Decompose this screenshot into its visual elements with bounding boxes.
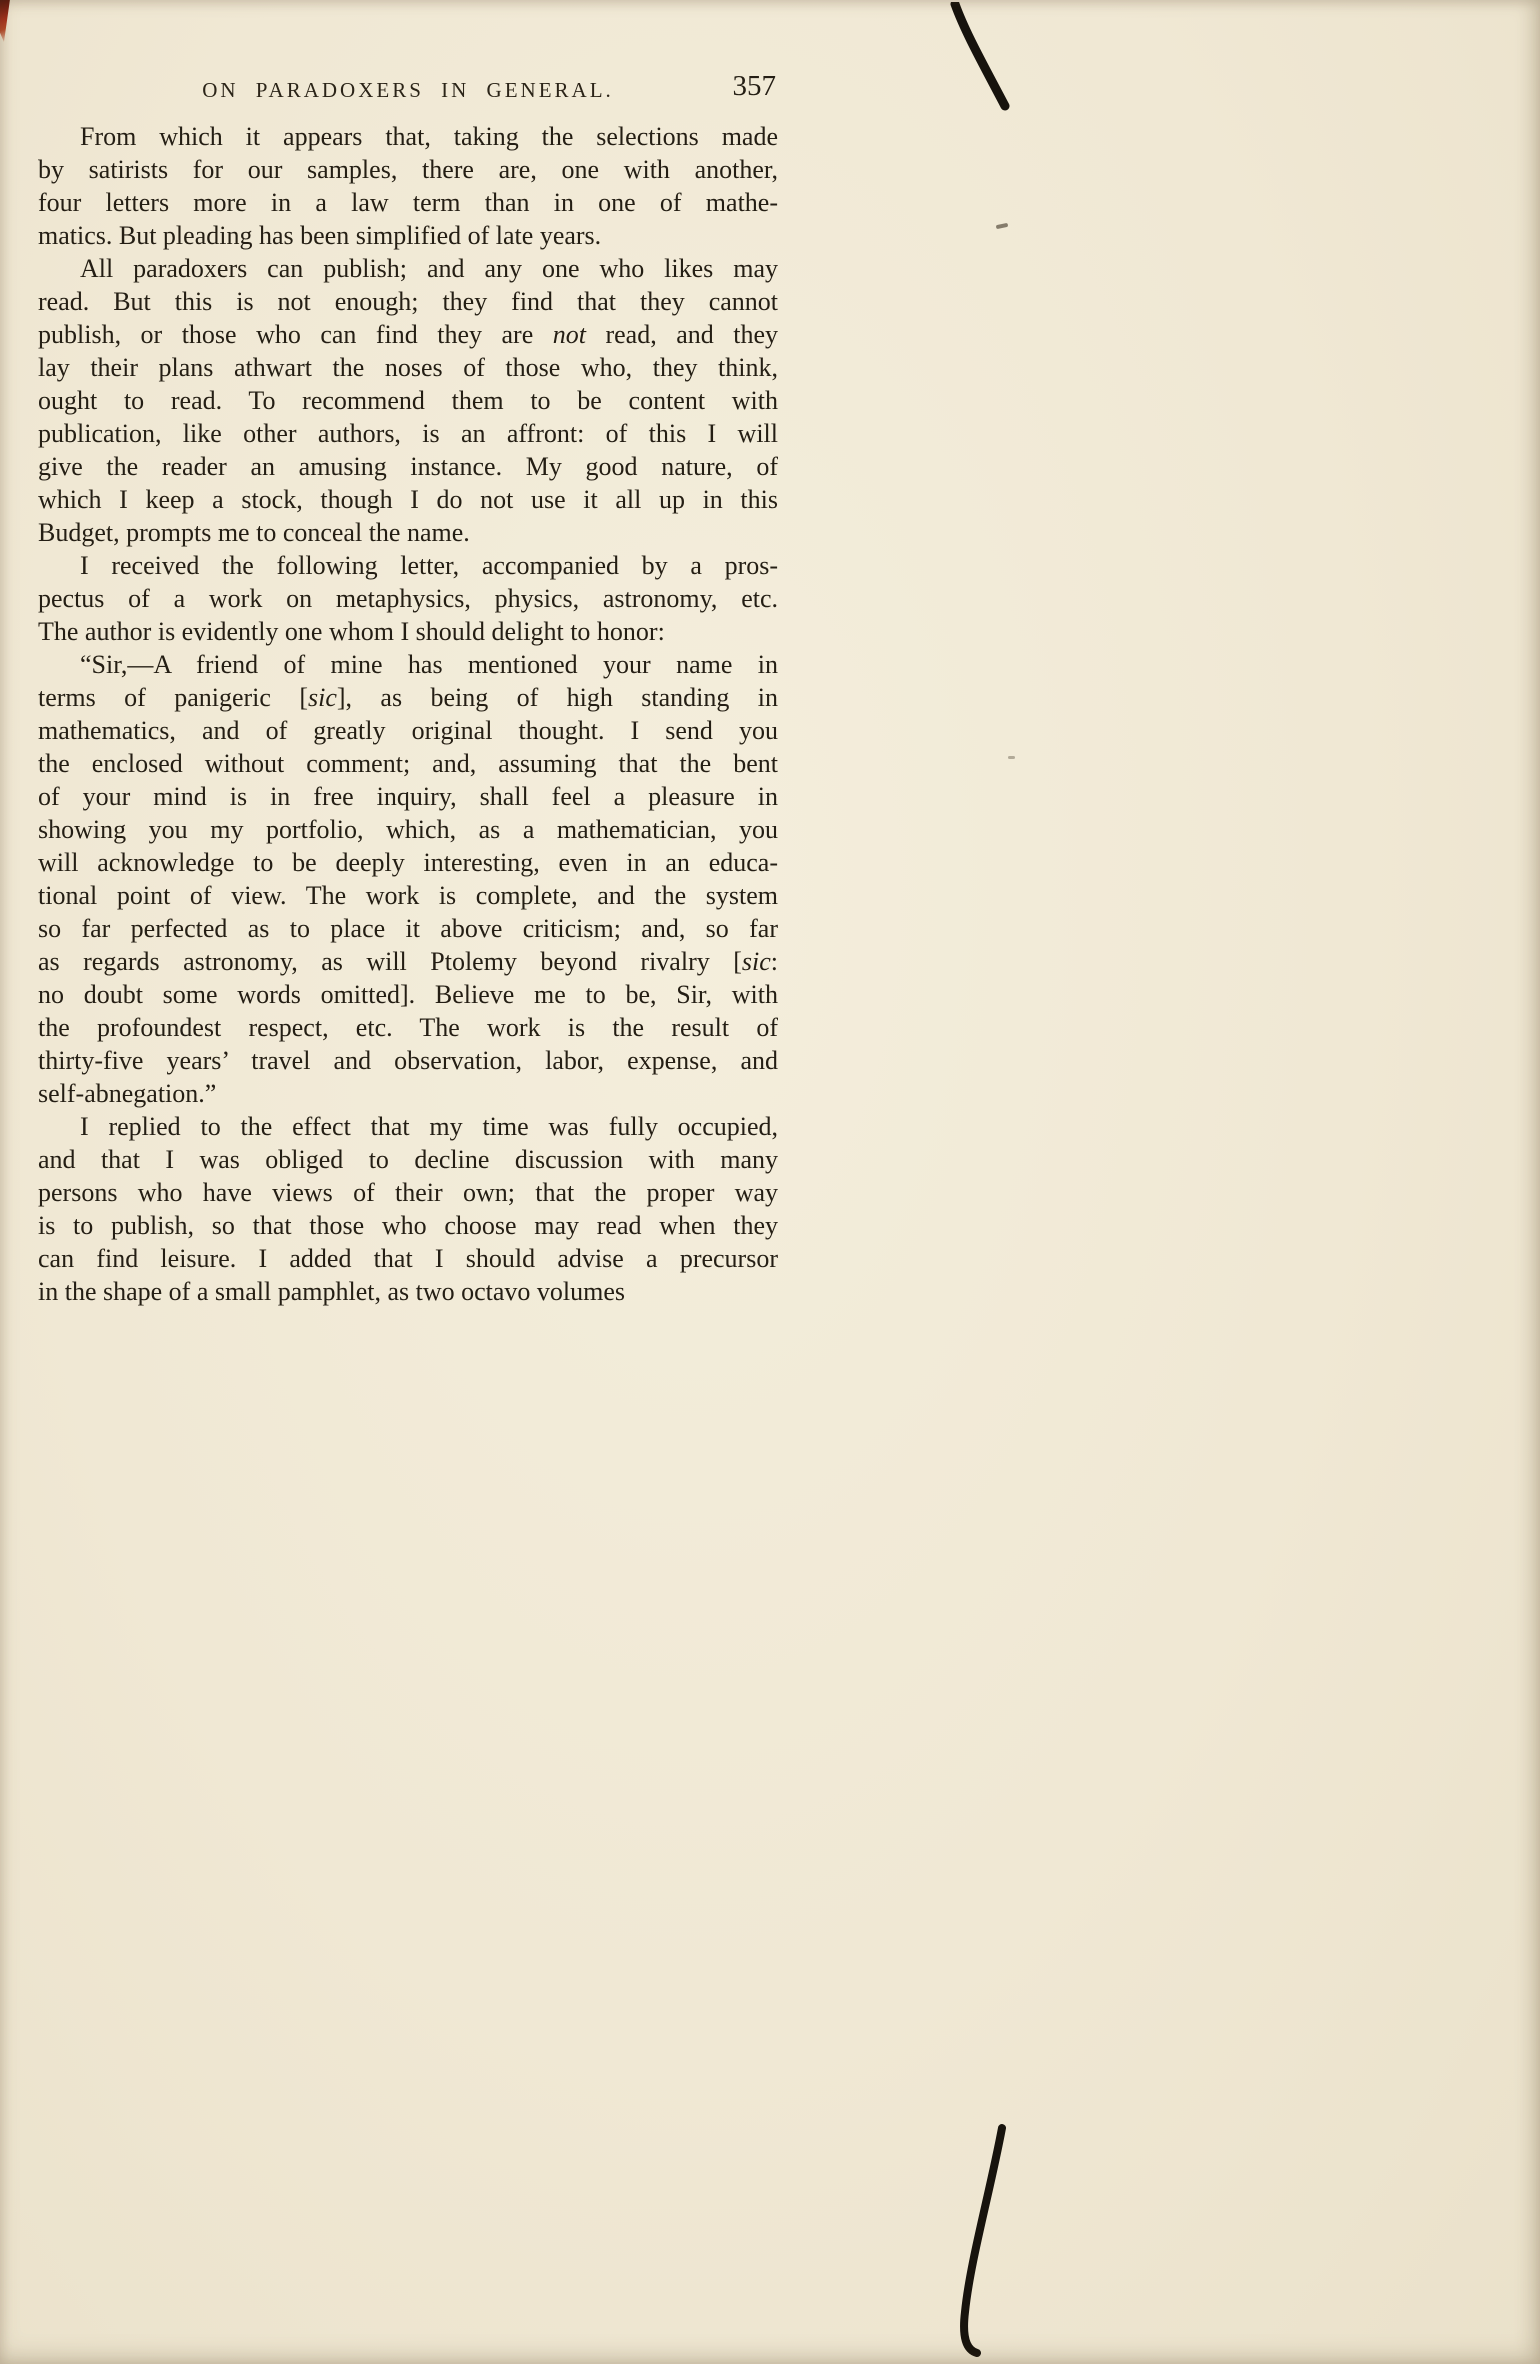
text-line: publish, or those who can find they are not read, and they	[38, 320, 778, 349]
text-line: so far perfected as to place it above criticism; and, so far	[38, 914, 778, 943]
text-line: four letters more in a law term than in one of mathe-	[38, 188, 778, 217]
ink-stroke-top-right-icon	[945, 2, 1015, 114]
red-edge-mark-top-left-icon	[0, 0, 18, 42]
text-line: publication, like other authors, is an affront: of this I will	[38, 419, 778, 448]
text-line: pectus of a work on metaphysics, physics, astronomy, etc.	[38, 584, 778, 613]
text-line: persons who have views of their own; that the proper way	[38, 1178, 778, 1207]
text-line: “Sir,—A friend of mine has mentioned your name in	[80, 650, 778, 679]
text-line: which I keep a stock, though I do not use it all up in this	[38, 485, 778, 514]
text-line: terms of panigeric [sic], as being of high standing in	[38, 683, 778, 712]
paragraph	[38, 120, 778, 252]
text-line: matics. But pleading has been simplified of late years.	[38, 221, 602, 250]
text-line: thirty-five years’ travel and observation, labor, expense, and	[38, 1046, 778, 1075]
text-line: I received the following letter, accompanied by a pros-	[80, 551, 778, 580]
text-line: read. But this is not enough; they find that they cannot	[38, 287, 778, 316]
running-header	[38, 70, 778, 110]
running-header-title: ON PARADOXERS IN GENERAL.	[202, 78, 614, 102]
text-line: ought to read. To recommend them to be content with	[38, 386, 778, 415]
text-line: The author is evidently one whom I should delight to honor:	[38, 617, 665, 646]
text-line: tional point of view. The work is complete, and the system	[38, 881, 778, 910]
text-line: the enclosed without comment; and, assuming that the bent	[38, 749, 778, 778]
text-line: lay their plans athwart the noses of those who, they think,	[38, 353, 778, 382]
text-line: give the reader an amusing instance. My good nature, of	[38, 452, 778, 481]
text-line: can find leisure. I added that I should advise a precursor	[38, 1244, 778, 1273]
paragraph	[38, 1110, 778, 1308]
text-line: will acknowledge to be deeply interesting, even in an educa-	[38, 848, 778, 877]
text-line: by satirists for our samples, there are, one with another,	[38, 155, 778, 184]
ink-stroke-bottom-right-icon	[950, 2122, 1020, 2362]
text-line: showing you my portfolio, which, as a mathematician, you	[38, 815, 778, 844]
text-line: and that I was obliged to decline discussion with many	[38, 1145, 778, 1174]
text-line: no doubt some words omitted]. Believe me to be, Sir, with	[38, 980, 778, 1009]
text-line: self-abnegation.”	[38, 1079, 217, 1108]
ink-speck-icon	[996, 223, 1009, 229]
text-line: in the shape of a small pamphlet, as two octavo volumes	[38, 1277, 626, 1306]
text-line: I replied to the effect that my time was fully occupied,	[80, 1112, 778, 1141]
text-line: as regards astronomy, as will Ptolemy beyond rivalry [sic:	[38, 947, 778, 976]
paragraph	[38, 252, 778, 549]
text-line: Budget, prompts me to conceal the name.	[38, 518, 470, 547]
text-line: From which it appears that, taking the selections made	[80, 122, 778, 151]
text-line: mathematics, and of greatly original thought. I send you	[38, 716, 778, 745]
paragraph	[38, 549, 778, 648]
paragraph	[38, 648, 778, 1110]
text-line: of your mind is in free inquiry, shall feel a pleasure in	[38, 782, 778, 811]
text-line: the profoundest respect, etc. The work is the result of	[38, 1013, 778, 1042]
page-number: 357	[732, 70, 776, 102]
page-text	[38, 120, 778, 1308]
ink-speck-icon	[1008, 756, 1015, 759]
text-line: is to publish, so that those who choose may read when they	[38, 1211, 778, 1240]
text-line: All paradoxers can publish; and any one who likes may	[80, 254, 778, 283]
